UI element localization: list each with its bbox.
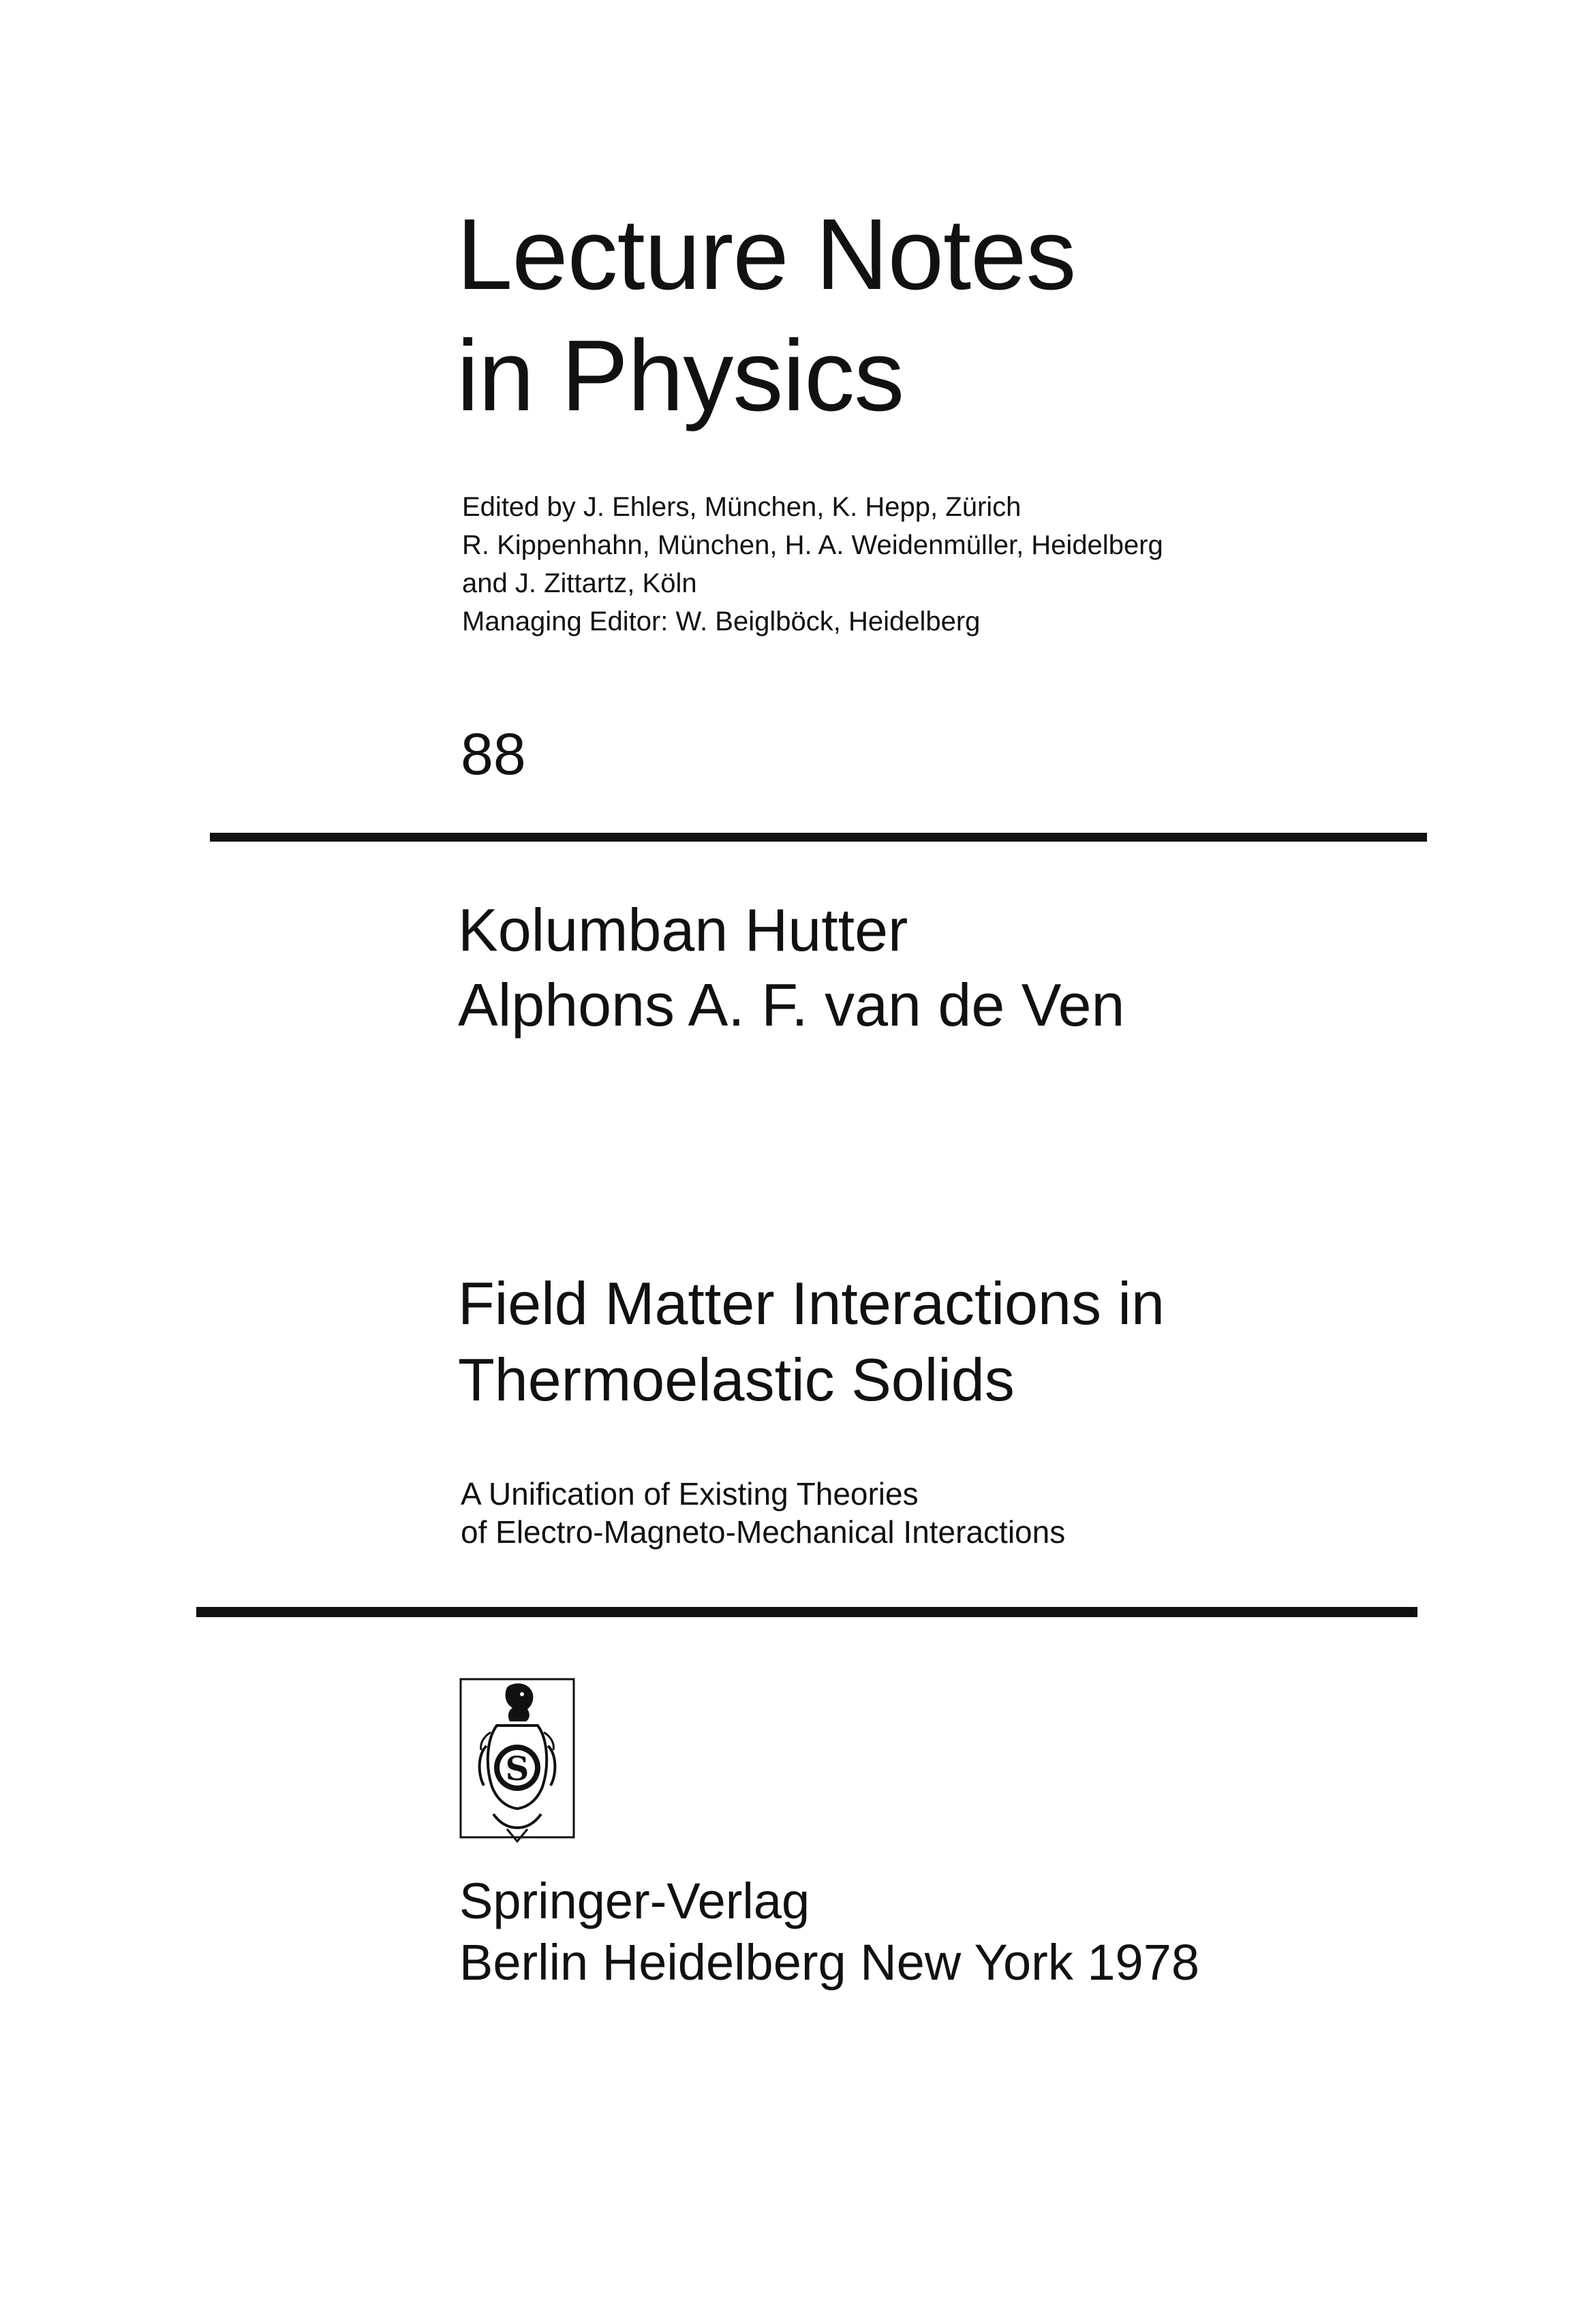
top-divider-rule [210,833,1427,842]
editors-block [462,488,1163,641]
book-title [458,1266,1165,1418]
publisher-imprint [459,1871,1199,1993]
publisher-cities-year: Berlin Heidelberg New York 1978 [459,1934,1200,1991]
volume-number: 88 [461,722,526,787]
subtitle-line-2: of Electro-Magneto-Mechanical Interactions [461,1514,1066,1550]
series-title-line-1: Lecture Notes [457,198,1076,311]
editors-line-1: Edited by J. Ehlers, München, K. Hepp, Zürich [462,492,1022,522]
series-title-line-2: in Physics [457,320,904,432]
series-title [457,194,1075,437]
author-1: Kolumban Hutter [458,896,908,964]
authors-block [458,893,1124,1043]
editors-line-2: R. Kippenhahn, München, H. A. Weidenmüller, Heidelberg [462,530,1163,560]
subtitle-line-1: A Unification of Existing Theories [461,1476,919,1512]
bottom-divider-rule [196,1607,1417,1617]
publisher-name: Springer-Verlag [459,1873,810,1929]
book-subtitle [461,1475,1065,1551]
author-2: Alphons A. F. van de Ven [458,971,1125,1039]
book-title-line-1: Field Matter Interactions in [458,1270,1165,1337]
book-title-line-2: Thermoelastic Solids [458,1346,1015,1413]
managing-editor-line: Managing Editor: W. Beiglböck, Heidelberg [462,607,981,637]
svg-text:S: S [505,1750,530,1788]
editors-line-3: and J. Zittartz, Köln [462,568,697,598]
springer-chess-knight-logo-icon [459,1678,575,1848]
